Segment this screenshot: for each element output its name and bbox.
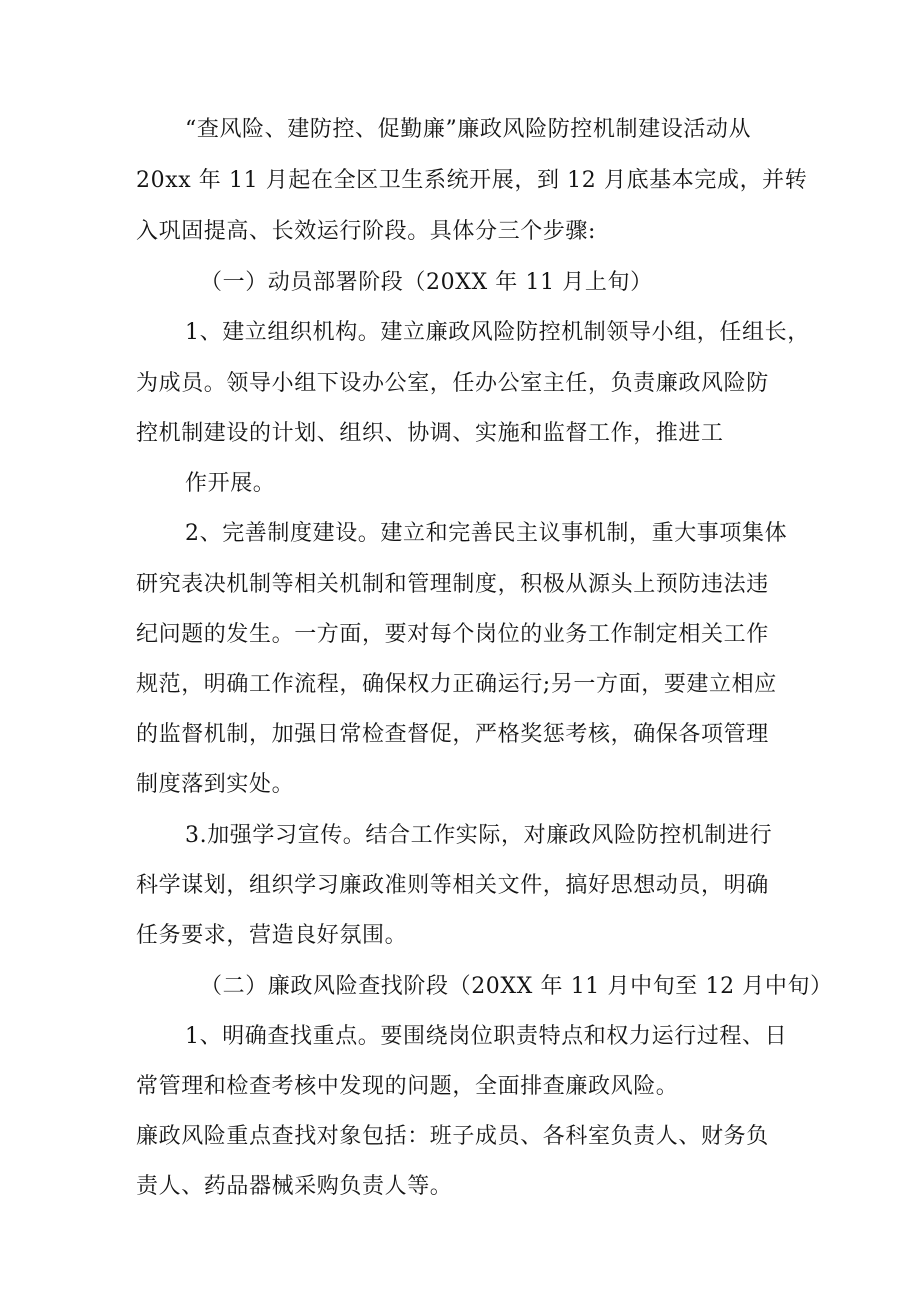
text-line: 任务要求，营造良好氛围。 <box>136 923 408 948</box>
text-line: 的监督机制，加强日常检查督促，严格奖惩考核，确保各项管理 <box>136 722 769 747</box>
section-heading: （二）廉政风险查找阶段（20XX 年 11 月中旬至 12 月中旬） <box>200 974 833 999</box>
section-heading: （一）动员部署阶段（20XX 年 11 月上旬） <box>200 270 653 295</box>
text-line: 规范，明确工作流程，确保权力正确运行;另一方面，要建立相应 <box>136 672 777 697</box>
text-line: “查风险、建防控、促勤廉”廉政风险防控机制建设活动从 <box>185 117 752 142</box>
text-line: 研究表决机制等相关机制和管理制度，积极从源头上预防违法违 <box>136 572 769 597</box>
text-line: 为成员。领导小组下设办公室，任办公室主任，负责廉政风险防 <box>136 371 769 396</box>
text-line: 1、明确查找重点。要围绕岗位职责特点和权力运行过程、日 <box>185 1024 788 1049</box>
text-line: 作开展。 <box>185 471 276 496</box>
text-line: 20xx 年 11 月起在全区卫生系统开展，到 12 月底基本完成，并转 <box>136 168 808 193</box>
text-line: 责人、药品器械采购负责人等。 <box>136 1174 453 1199</box>
text-line: 入巩固提高、长效运行阶段。具体分三个步骤: <box>136 219 597 244</box>
text-line: 控机制建设的计划、组织、协调、实施和监督工作，推进工 <box>136 421 724 446</box>
text-line: 制度落到实处。 <box>136 772 295 797</box>
text-line: 3.加强学习宣传。结合工作实际，对廉政风险防控机制进行 <box>185 823 773 848</box>
text-line: 廉政风险重点查找对象包括：班子成员、各科室负责人、财务负 <box>136 1124 769 1149</box>
text-line: 2、完善制度建设。建立和完善民主议事机制，重大事项集体 <box>185 521 788 546</box>
text-line: 1、建立组织机构。建立廉政风险防控机制领导小组，任组长， <box>185 320 810 345</box>
text-line: 常管理和检查考核中发现的问题，全面排查廉政风险。 <box>136 1074 679 1099</box>
text-line: 纪问题的发生。一方面，要对每个岗位的业务工作制定相关工作 <box>136 622 769 647</box>
text-line: 科学谋划，组织学习廉政准则等相关文件，搞好思想动员，明确 <box>136 873 769 898</box>
